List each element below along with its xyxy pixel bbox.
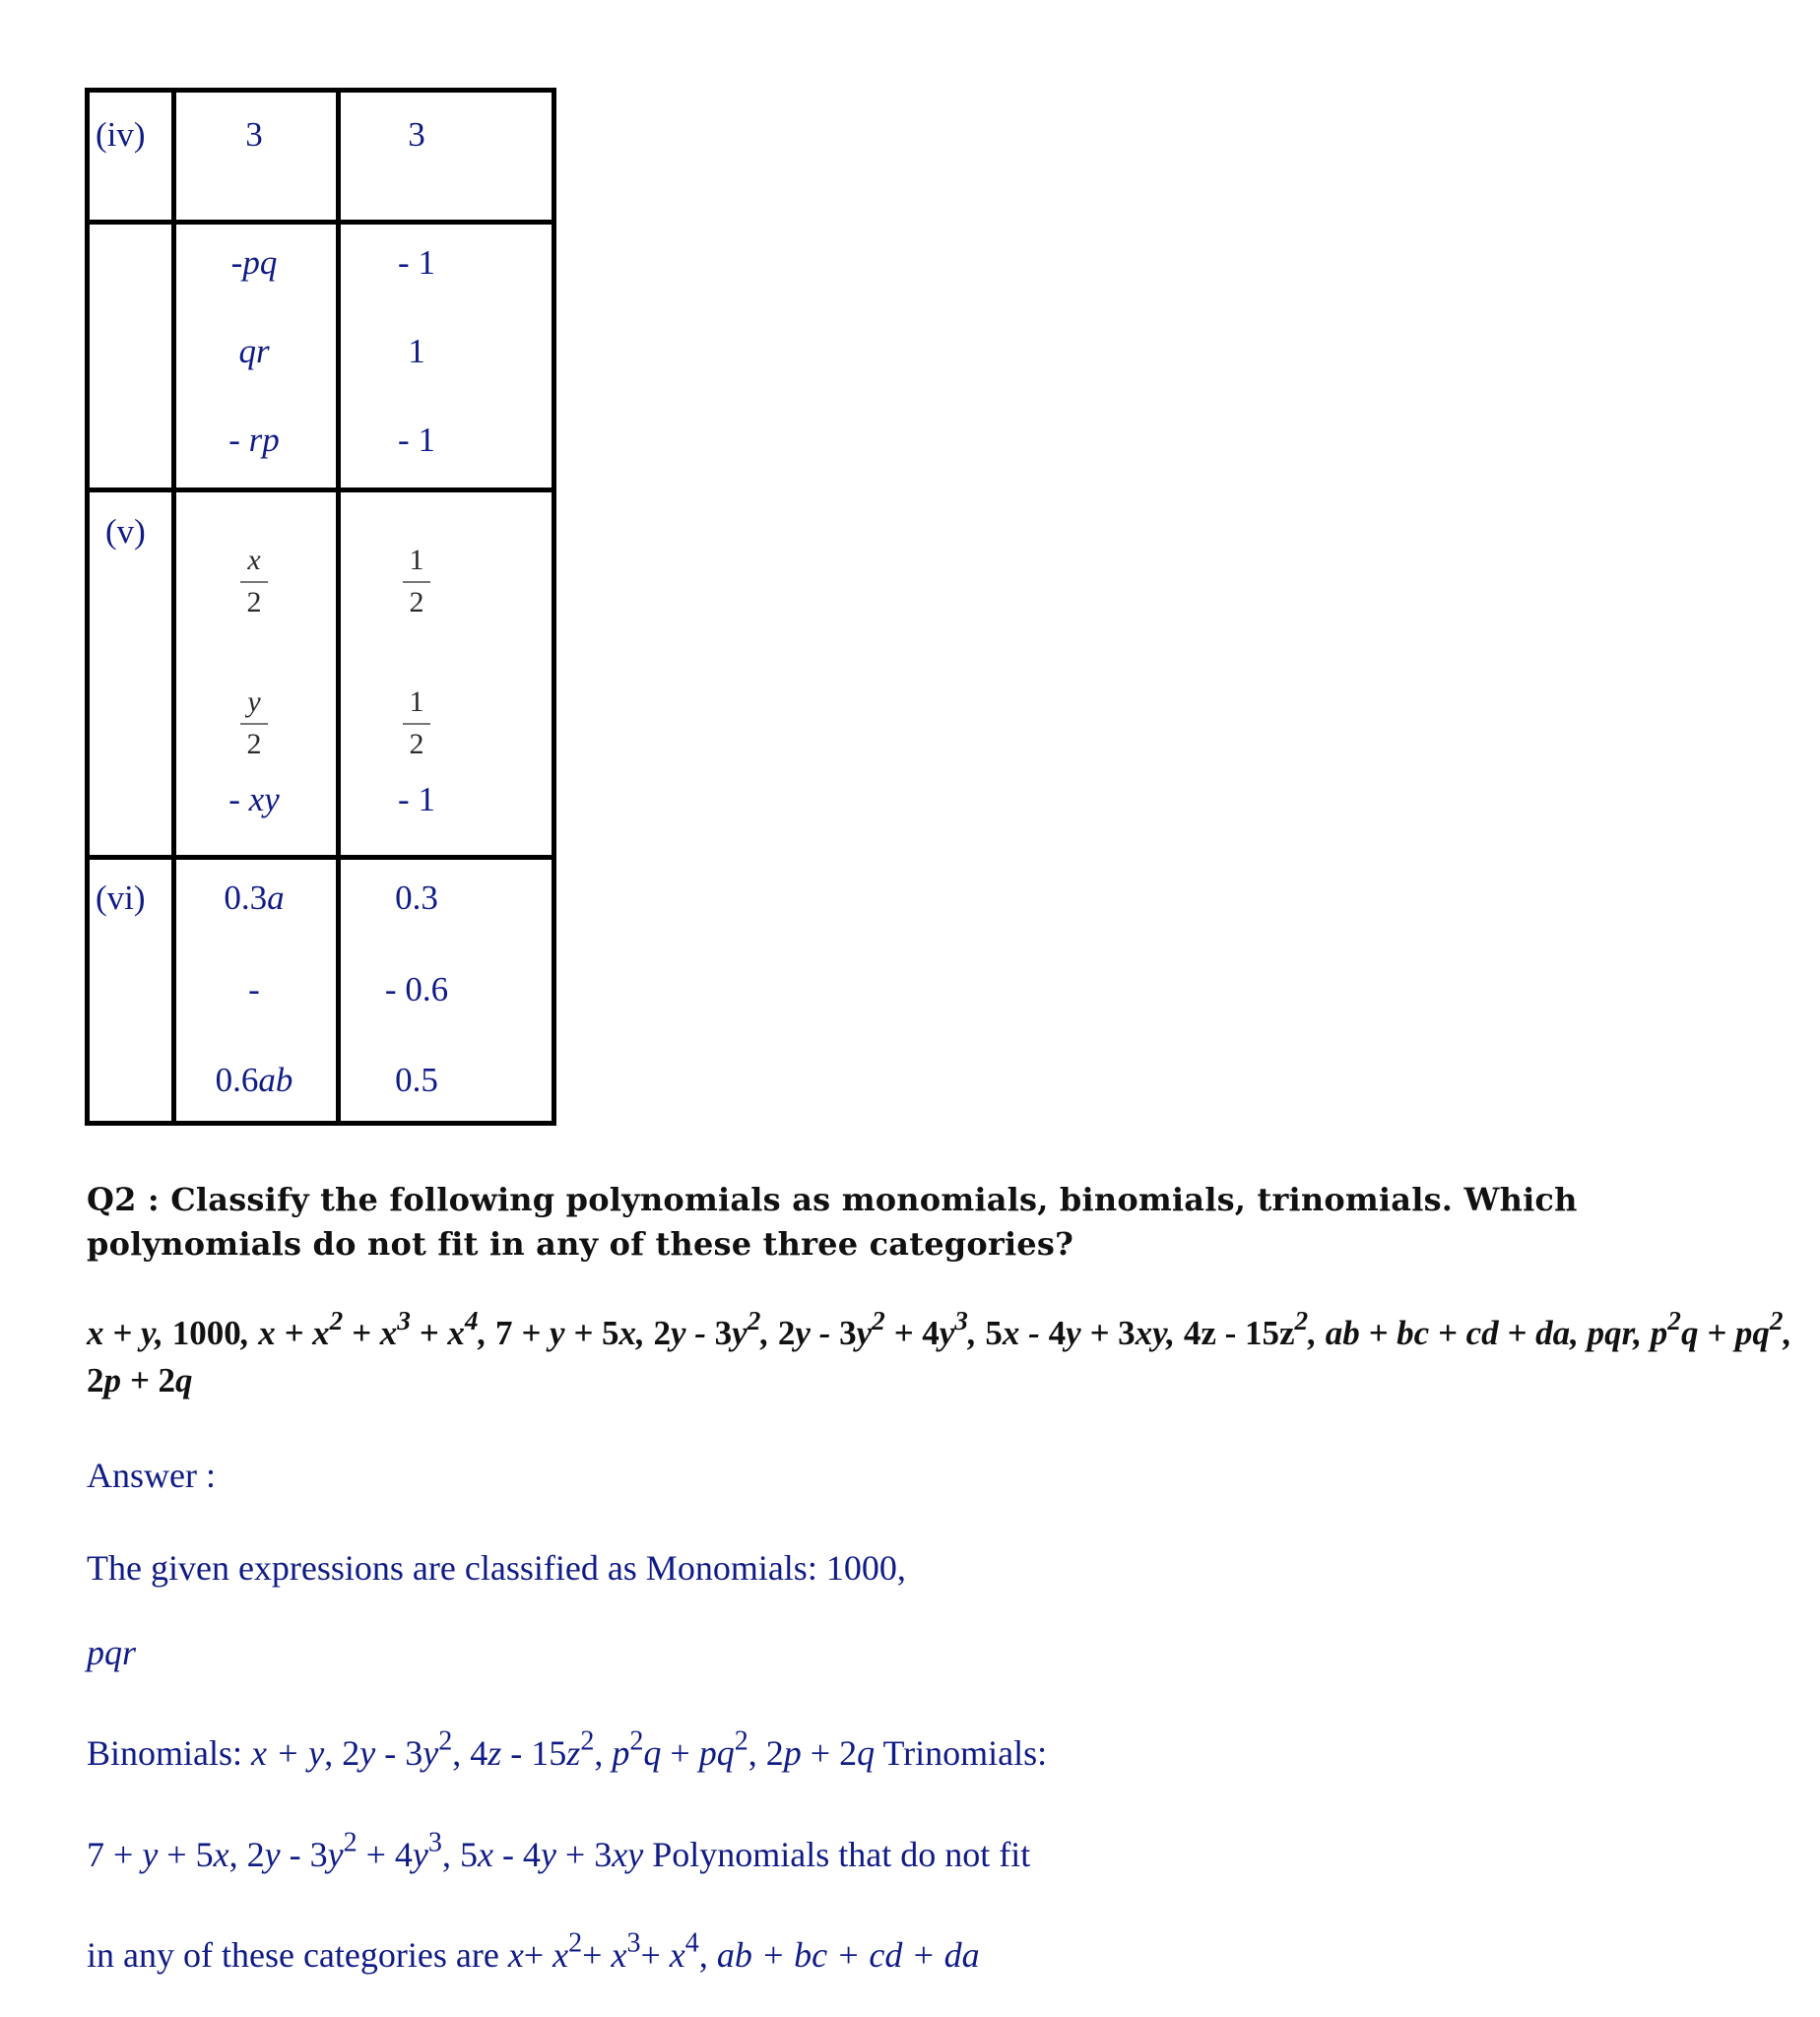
- answer-binomials-line: Binomials: x + y, $2y - 3y^2$, $4z - 15z^2$, $p^2q + pq^2$, 2p + 2q Trinomials:: [87, 1725, 1048, 1773]
- table-row-divider: [90, 488, 552, 492]
- answer-monomials-line: The given expressions are classified as Monomials: 1000,: [87, 1548, 906, 1588]
- coefficient-cell: - 0.6: [384, 970, 449, 1008]
- coefficient-cell: 0.3: [395, 878, 438, 917]
- answer-label: Answer :: [87, 1456, 216, 1495]
- term-cell: 0.3a: [224, 878, 285, 917]
- answer-monomial-pqr: pqr: [87, 1633, 137, 1672]
- term-cell: -pq: [230, 243, 278, 282]
- table-row-divider: [90, 220, 552, 225]
- coefficient-cell: - 1: [398, 421, 435, 459]
- fraction-bar: [403, 723, 430, 725]
- answer-trinomials-line: 7 + y + 5x, $2y - 3y^2 + 4y^3$, 5x - 4y + 3xy Polynomials that do not fit: [87, 1827, 1031, 1874]
- fraction-term: y 2: [240, 687, 268, 759]
- row-label: (v): [105, 512, 146, 551]
- fraction-coefficient: 1 2: [403, 546, 430, 618]
- question-heading: Q2 : Classify the following polynomials as monomials, binomials, trinomials. Which polynomials do not fit in any of these three categories?: [87, 1181, 1578, 1263]
- table-column-divider: [171, 93, 176, 1121]
- coefficient-cell: - 1: [398, 780, 435, 818]
- coefficient-cell: 3: [408, 115, 425, 154]
- coefficients-table: [85, 88, 556, 1126]
- coefficient-cell: 0.5: [395, 1061, 438, 1099]
- term-cell: - xy: [228, 780, 280, 818]
- table-row-divider: [90, 855, 552, 860]
- fraction-bar: [240, 723, 268, 725]
- fraction-bar: [240, 581, 268, 583]
- term-cell: qr: [238, 332, 270, 370]
- term-cell: -: [248, 970, 260, 1008]
- table-column-divider: [336, 93, 341, 1121]
- fraction-term: x 2: [240, 546, 268, 618]
- term-cell: 0.6ab: [215, 1061, 293, 1099]
- term-cell: 3: [245, 115, 263, 154]
- coefficient-cell: - 1: [398, 243, 435, 282]
- term-cell: - rp: [228, 421, 280, 459]
- question-expressions: x + y, 1000, $x + x^2 + x^3 + x^4$, 7 + y + 5x, $2y - 3y^2$, $2y - 3y^2 + 4y^3$, 5x - 4y + 3xy, $4z - 15z^2$, ab + bc + cd + da, pqr, $p^2q + pq^2$, 2p + 2q: [87, 1306, 1792, 1399]
- row-label: (iv): [96, 115, 146, 154]
- row-label: (vi): [96, 878, 146, 917]
- answer-not-fitting-line: in any of these categories are $x+ x^2+ x^3+ x^4$, ab + bc + cd + da: [87, 1927, 980, 1975]
- fraction-bar: [403, 581, 430, 583]
- fraction-coefficient: 1 2: [403, 687, 430, 759]
- coefficient-cell: 1: [408, 332, 425, 370]
